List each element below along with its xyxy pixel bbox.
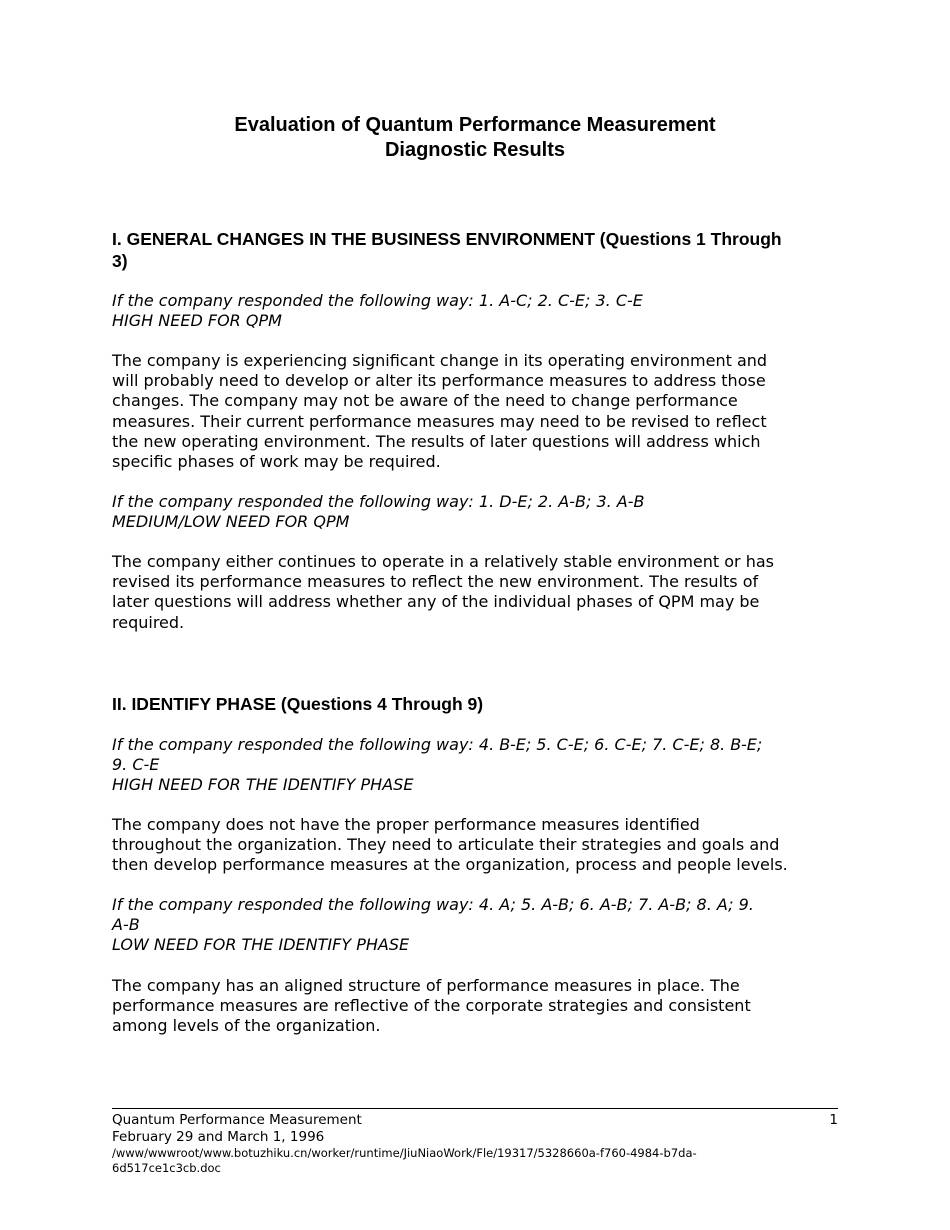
footer-date: February 29 and March 1, 1996 bbox=[112, 1129, 325, 1145]
condition-text: 9. C-E bbox=[112, 755, 160, 775]
body-line: The company has an aligned structure of performance measures in place. The bbox=[112, 976, 740, 995]
body-line: among levels of the organization. bbox=[112, 1016, 381, 1036]
body-line: The company is experiencing significant change in its operating environment and bbox=[112, 351, 768, 370]
body-line: performance measures are reflective of the corporate strategies and consistent bbox=[112, 996, 751, 1016]
condition-text: A-B bbox=[112, 915, 140, 935]
section-1-case-2-condition bbox=[112, 492, 838, 532]
section-2-case-1-body bbox=[112, 815, 838, 876]
condition-text: If the company responded the following way: 1. A-C; 2. C-E; 3. C-E bbox=[112, 291, 643, 310]
section-1-heading bbox=[112, 228, 838, 272]
need-level: HIGH NEED FOR THE IDENTIFY PHASE bbox=[112, 775, 414, 795]
section-2-case-2-condition bbox=[112, 895, 838, 956]
footer-path-line-2: 6d517ce1c3cb.doc bbox=[112, 1160, 221, 1175]
need-level: MEDIUM/LOW NEED FOR QPM bbox=[112, 512, 350, 532]
title-line-1: Evaluation of Quantum Performance Measurement bbox=[234, 114, 716, 136]
condition-text: If the company responded the following way: 4. A; 5. A-B; 6. A-B; 7. A-B; 8. A; 9. bbox=[112, 895, 754, 914]
section-2-heading-text: II. IDENTIFY PHASE (Questions 4 Through 9) bbox=[112, 694, 484, 714]
section-2-case-2-body bbox=[112, 976, 838, 1037]
footer-path-line-1: /www/wwwroot/www.botuzhiku.cn/worker/runtime/JiuNiaoWork/Fle/19317/5328660a-f760-4984-b7da- bbox=[112, 1146, 697, 1160]
need-level: LOW NEED FOR THE IDENTIFY PHASE bbox=[112, 935, 410, 955]
condition-text: If the company responded the following way: 4. B-E; 5. C-E; 6. C-E; 7. C-E; 8. B-E; bbox=[112, 735, 763, 754]
footer-doc-title: Quantum Performance Measurement bbox=[112, 1112, 362, 1128]
body-line: revised its performance measures to reflect the new environment. The results of bbox=[112, 572, 759, 592]
footer-page-number: 1 bbox=[829, 1112, 838, 1128]
body-line: required. bbox=[112, 612, 185, 632]
need-level: HIGH NEED FOR QPM bbox=[112, 311, 282, 331]
body-line: the new operating environment. The results of later questions will address which bbox=[112, 431, 761, 451]
document-title bbox=[112, 113, 838, 163]
section-1-heading-line-2: 3) bbox=[112, 251, 128, 271]
body-line: throughout the organization. They need to articulate their strategies and goals and bbox=[112, 835, 780, 855]
body-line: will probably need to develop or alter its performance measures to address those bbox=[112, 371, 766, 391]
body-line: then develop performance measures at the organization, process and people levels. bbox=[112, 855, 788, 875]
footer-file-path bbox=[112, 1146, 838, 1175]
section-1-case-1-condition bbox=[112, 291, 838, 331]
section-1-heading-line-1: I. GENERAL CHANGES IN THE BUSINESS ENVIRONMENT (Questions 1 Through bbox=[112, 229, 782, 249]
section-1-case-1-body bbox=[112, 351, 838, 472]
footer-title-row bbox=[112, 1112, 838, 1129]
condition-text: If the company responded the following way: 1. D-E; 2. A-B; 3. A-B bbox=[112, 492, 645, 511]
body-line: specific phases of work may be required. bbox=[112, 452, 441, 472]
body-line: The company either continues to operate in a relatively stable environment or has bbox=[112, 552, 774, 571]
title-line-2: Diagnostic Results bbox=[384, 139, 566, 161]
body-line: later questions will address whether any of the individual phases of QPM may be bbox=[112, 592, 760, 612]
body-line: measures. Their current performance measures may need to be revised to reflect bbox=[112, 411, 767, 431]
page-footer bbox=[112, 1108, 838, 1175]
section-1-case-2-body bbox=[112, 552, 838, 633]
section-2-heading bbox=[112, 693, 838, 715]
body-line: The company does not have the proper performance measures identified bbox=[112, 815, 700, 834]
section-2-case-1-condition bbox=[112, 735, 838, 796]
body-line: changes. The company may not be aware of the need to change performance bbox=[112, 391, 738, 411]
